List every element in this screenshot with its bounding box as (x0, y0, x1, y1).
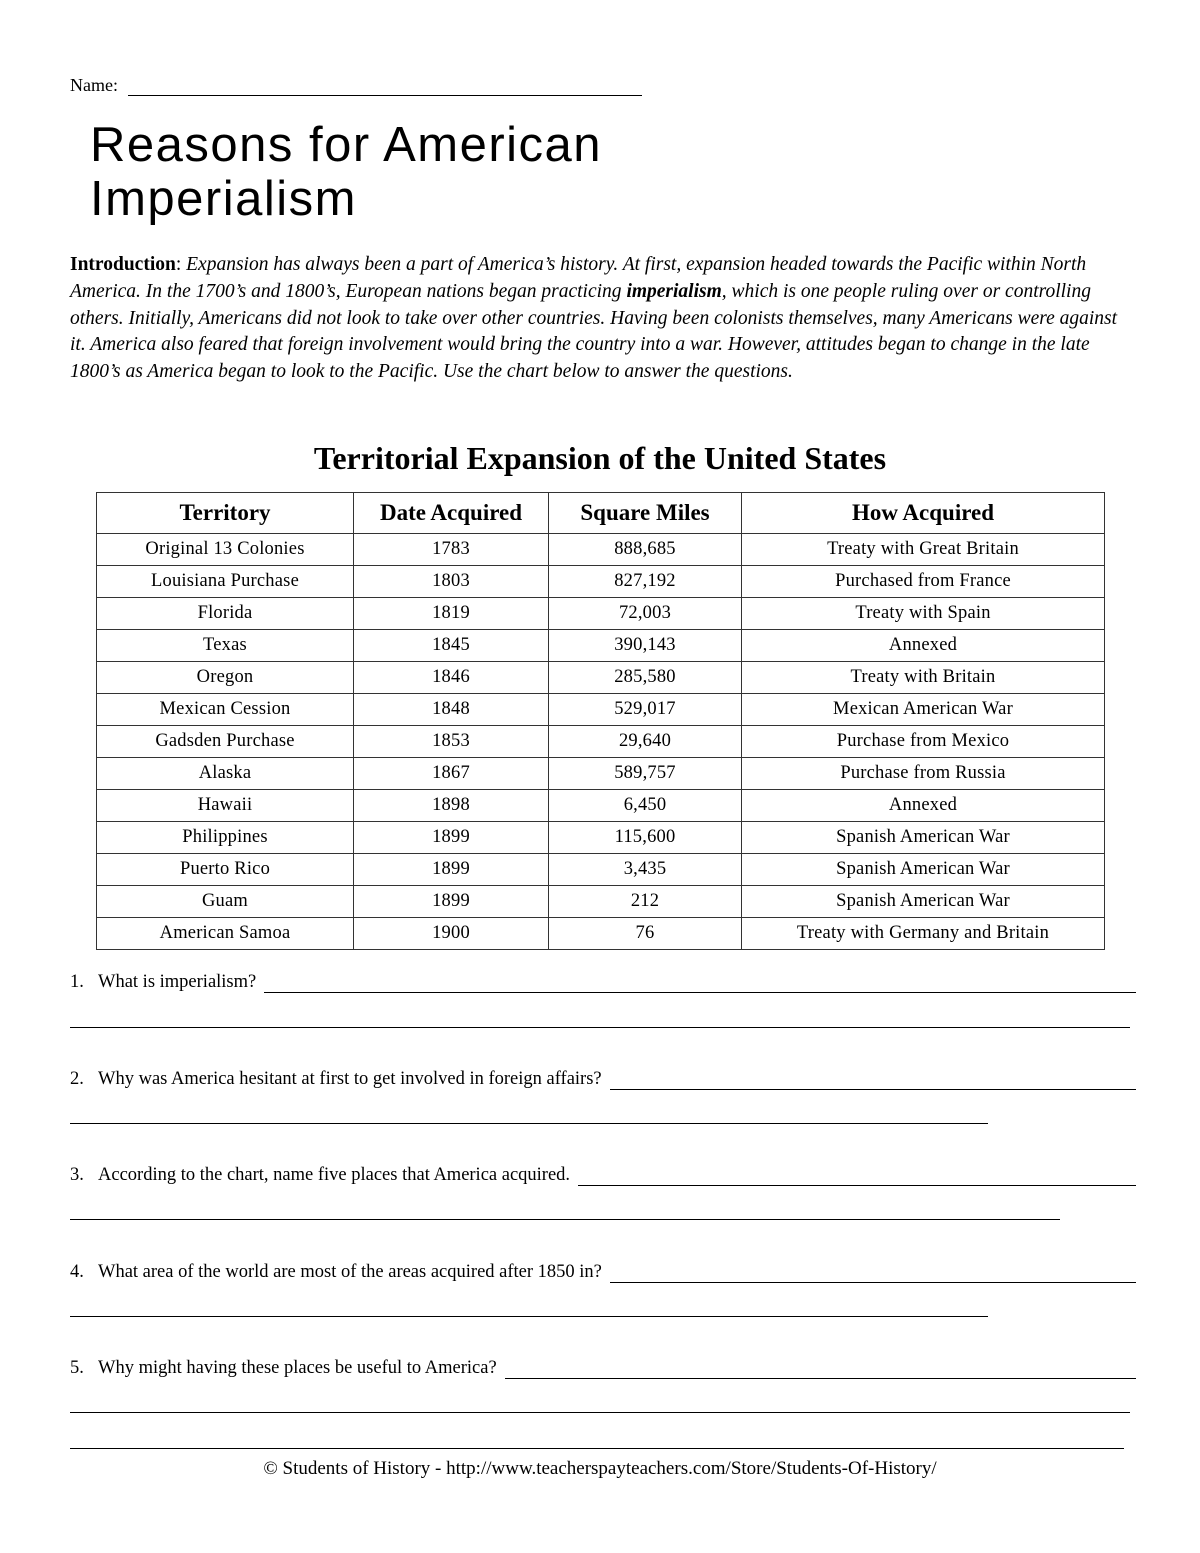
cell-square-miles: 76 (549, 918, 742, 950)
question-text: According to the chart, name five places that America acquired. (98, 1165, 571, 1185)
question-text: Why was America hesitant at first to get involved in foreign affairs? (98, 1069, 602, 1089)
header-date-acquired: Date Acquired (354, 493, 549, 534)
table-title: Territorial Expansion of the United States (313, 440, 887, 476)
cell-how-acquired: Spanish American War (742, 886, 1105, 918)
question-text: What area of the world are most of the areas acquired after 1850 in? (98, 1262, 602, 1282)
table-row (97, 726, 1105, 758)
question-number: 1. (70, 972, 84, 992)
cell-date-acquired: 1848 (354, 694, 549, 726)
table-row (97, 694, 1105, 726)
question-3 (70, 1164, 1136, 1186)
answer-line[interactable] (578, 1167, 1136, 1186)
cell-territory: Oregon (97, 662, 354, 694)
cell-square-miles: 72,003 (549, 598, 742, 630)
cell-territory: Texas (97, 630, 354, 662)
introduction-paragraph (70, 252, 1130, 386)
intro-text-b: , which is one people ruling over or controlling others. Initially, Americans did not look to take over other countries. Having been colonists themselves, many Americans were against it. America also feared that foreign involvement would bring the country into a war. However, attitudes began to change in the late 1800’s as America began to look to the Pacific. Use the chart below to answer the questions. (70, 280, 1118, 383)
answer-line[interactable] (70, 1219, 1060, 1220)
cell-territory: Mexican Cession (97, 694, 354, 726)
cell-square-miles: 827,192 (549, 566, 742, 598)
cell-territory: Philippines (97, 822, 354, 854)
cell-territory: Hawaii (97, 790, 354, 822)
answer-line[interactable] (70, 1412, 1130, 1413)
table-row (97, 918, 1105, 950)
cell-date-acquired: 1899 (354, 886, 549, 918)
cell-square-miles: 529,017 (549, 694, 742, 726)
name-line[interactable] (128, 75, 642, 96)
cell-square-miles: 589,757 (549, 758, 742, 790)
cell-date-acquired: 1899 (354, 854, 549, 886)
cell-square-miles: 6,450 (549, 790, 742, 822)
cell-territory: Alaska (97, 758, 354, 790)
intro-text-a: Expansion has always been a part of America’s history. At first, expansion headed towards the Pacific within North America. In the 1700’s and 1800’s, European nations began practicing (70, 254, 1087, 302)
title-line-1: Reasons for American (90, 118, 603, 172)
cell-date-acquired: 1783 (354, 534, 549, 566)
answer-line[interactable] (70, 1123, 988, 1124)
cell-how-acquired: Annexed (742, 790, 1105, 822)
cell-how-acquired: Mexican American War (742, 694, 1105, 726)
header-square-miles: Square Miles (549, 493, 742, 534)
answer-line[interactable] (610, 1264, 1136, 1283)
question-text: Why might having these places be useful to America? (98, 1358, 497, 1378)
cell-square-miles: 115,600 (549, 822, 742, 854)
answer-line[interactable] (505, 1360, 1136, 1379)
header-territory: Territory (97, 493, 354, 534)
table-row (97, 758, 1105, 790)
question-number: 4. (70, 1262, 84, 1282)
title-line-2: Imperialism (90, 172, 357, 226)
table-body (97, 534, 1105, 950)
cell-how-acquired: Purchase from Mexico (742, 726, 1105, 758)
header-how-acquired: How Acquired (742, 493, 1105, 534)
cell-how-acquired: Spanish American War (742, 854, 1105, 886)
name-label: Name: (70, 75, 118, 95)
cell-square-miles: 212 (549, 886, 742, 918)
table-row (97, 790, 1105, 822)
cell-square-miles: 29,640 (549, 726, 742, 758)
question-1 (70, 971, 1136, 993)
table-row (97, 566, 1105, 598)
answer-line[interactable] (70, 1027, 1130, 1028)
answer-line[interactable] (70, 1448, 1124, 1449)
intro-separator: : (175, 254, 187, 275)
name-field[interactable] (70, 72, 642, 96)
cell-date-acquired: 1819 (354, 598, 549, 630)
cell-territory: Original 13 Colonies (97, 534, 354, 566)
cell-how-acquired: Annexed (742, 630, 1105, 662)
intro-lead: Introduction (70, 254, 176, 275)
cell-territory: Guam (97, 886, 354, 918)
question-number: 3. (70, 1165, 84, 1185)
cell-date-acquired: 1846 (354, 662, 549, 694)
question-number: 5. (70, 1358, 84, 1378)
table-row (97, 598, 1105, 630)
table-row (97, 534, 1105, 566)
answer-line[interactable] (610, 1071, 1136, 1090)
territory-table (96, 492, 1105, 950)
cell-date-acquired: 1899 (354, 822, 549, 854)
cell-territory: American Samoa (97, 918, 354, 950)
table-row (97, 822, 1105, 854)
cell-how-acquired: Spanish American War (742, 822, 1105, 854)
page-title (90, 118, 990, 226)
cell-how-acquired: Treaty with Spain (742, 598, 1105, 630)
cell-territory: Gadsden Purchase (97, 726, 354, 758)
cell-date-acquired: 1898 (354, 790, 549, 822)
table-row (97, 630, 1105, 662)
cell-how-acquired: Treaty with Great Britain (742, 534, 1105, 566)
question-number: 2. (70, 1069, 84, 1089)
cell-how-acquired: Purchased from France (742, 566, 1105, 598)
question-5 (70, 1357, 1136, 1379)
cell-date-acquired: 1853 (354, 726, 549, 758)
question-text: What is imperialism? (98, 972, 257, 992)
table-row (97, 854, 1105, 886)
cell-square-miles: 3,435 (549, 854, 742, 886)
cell-how-acquired: Treaty with Germany and Britain (742, 918, 1105, 950)
answer-line[interactable] (70, 1316, 988, 1317)
cell-territory: Louisiana Purchase (97, 566, 354, 598)
cell-square-miles: 285,580 (549, 662, 742, 694)
question-2 (70, 1068, 1136, 1090)
cell-territory: Puerto Rico (97, 854, 354, 886)
cell-square-miles: 390,143 (549, 630, 742, 662)
question-4 (70, 1261, 1136, 1283)
table-header-row (97, 493, 1105, 534)
cell-date-acquired: 1900 (354, 918, 549, 950)
answer-line[interactable] (264, 974, 1136, 993)
cell-how-acquired: Purchase from Russia (742, 758, 1105, 790)
cell-date-acquired: 1845 (354, 630, 549, 662)
cell-date-acquired: 1803 (354, 566, 549, 598)
cell-square-miles: 888,685 (549, 534, 742, 566)
cell-date-acquired: 1867 (354, 758, 549, 790)
intro-term: imperialism (626, 280, 722, 302)
table-row (97, 886, 1105, 918)
copyright-footer: © Students of History - http://www.teacherspayteachers.com/Store/Students-Of-History/ (263, 1458, 937, 1479)
cell-territory: Florida (97, 598, 354, 630)
table-row (97, 662, 1105, 694)
cell-how-acquired: Treaty with Britain (742, 662, 1105, 694)
